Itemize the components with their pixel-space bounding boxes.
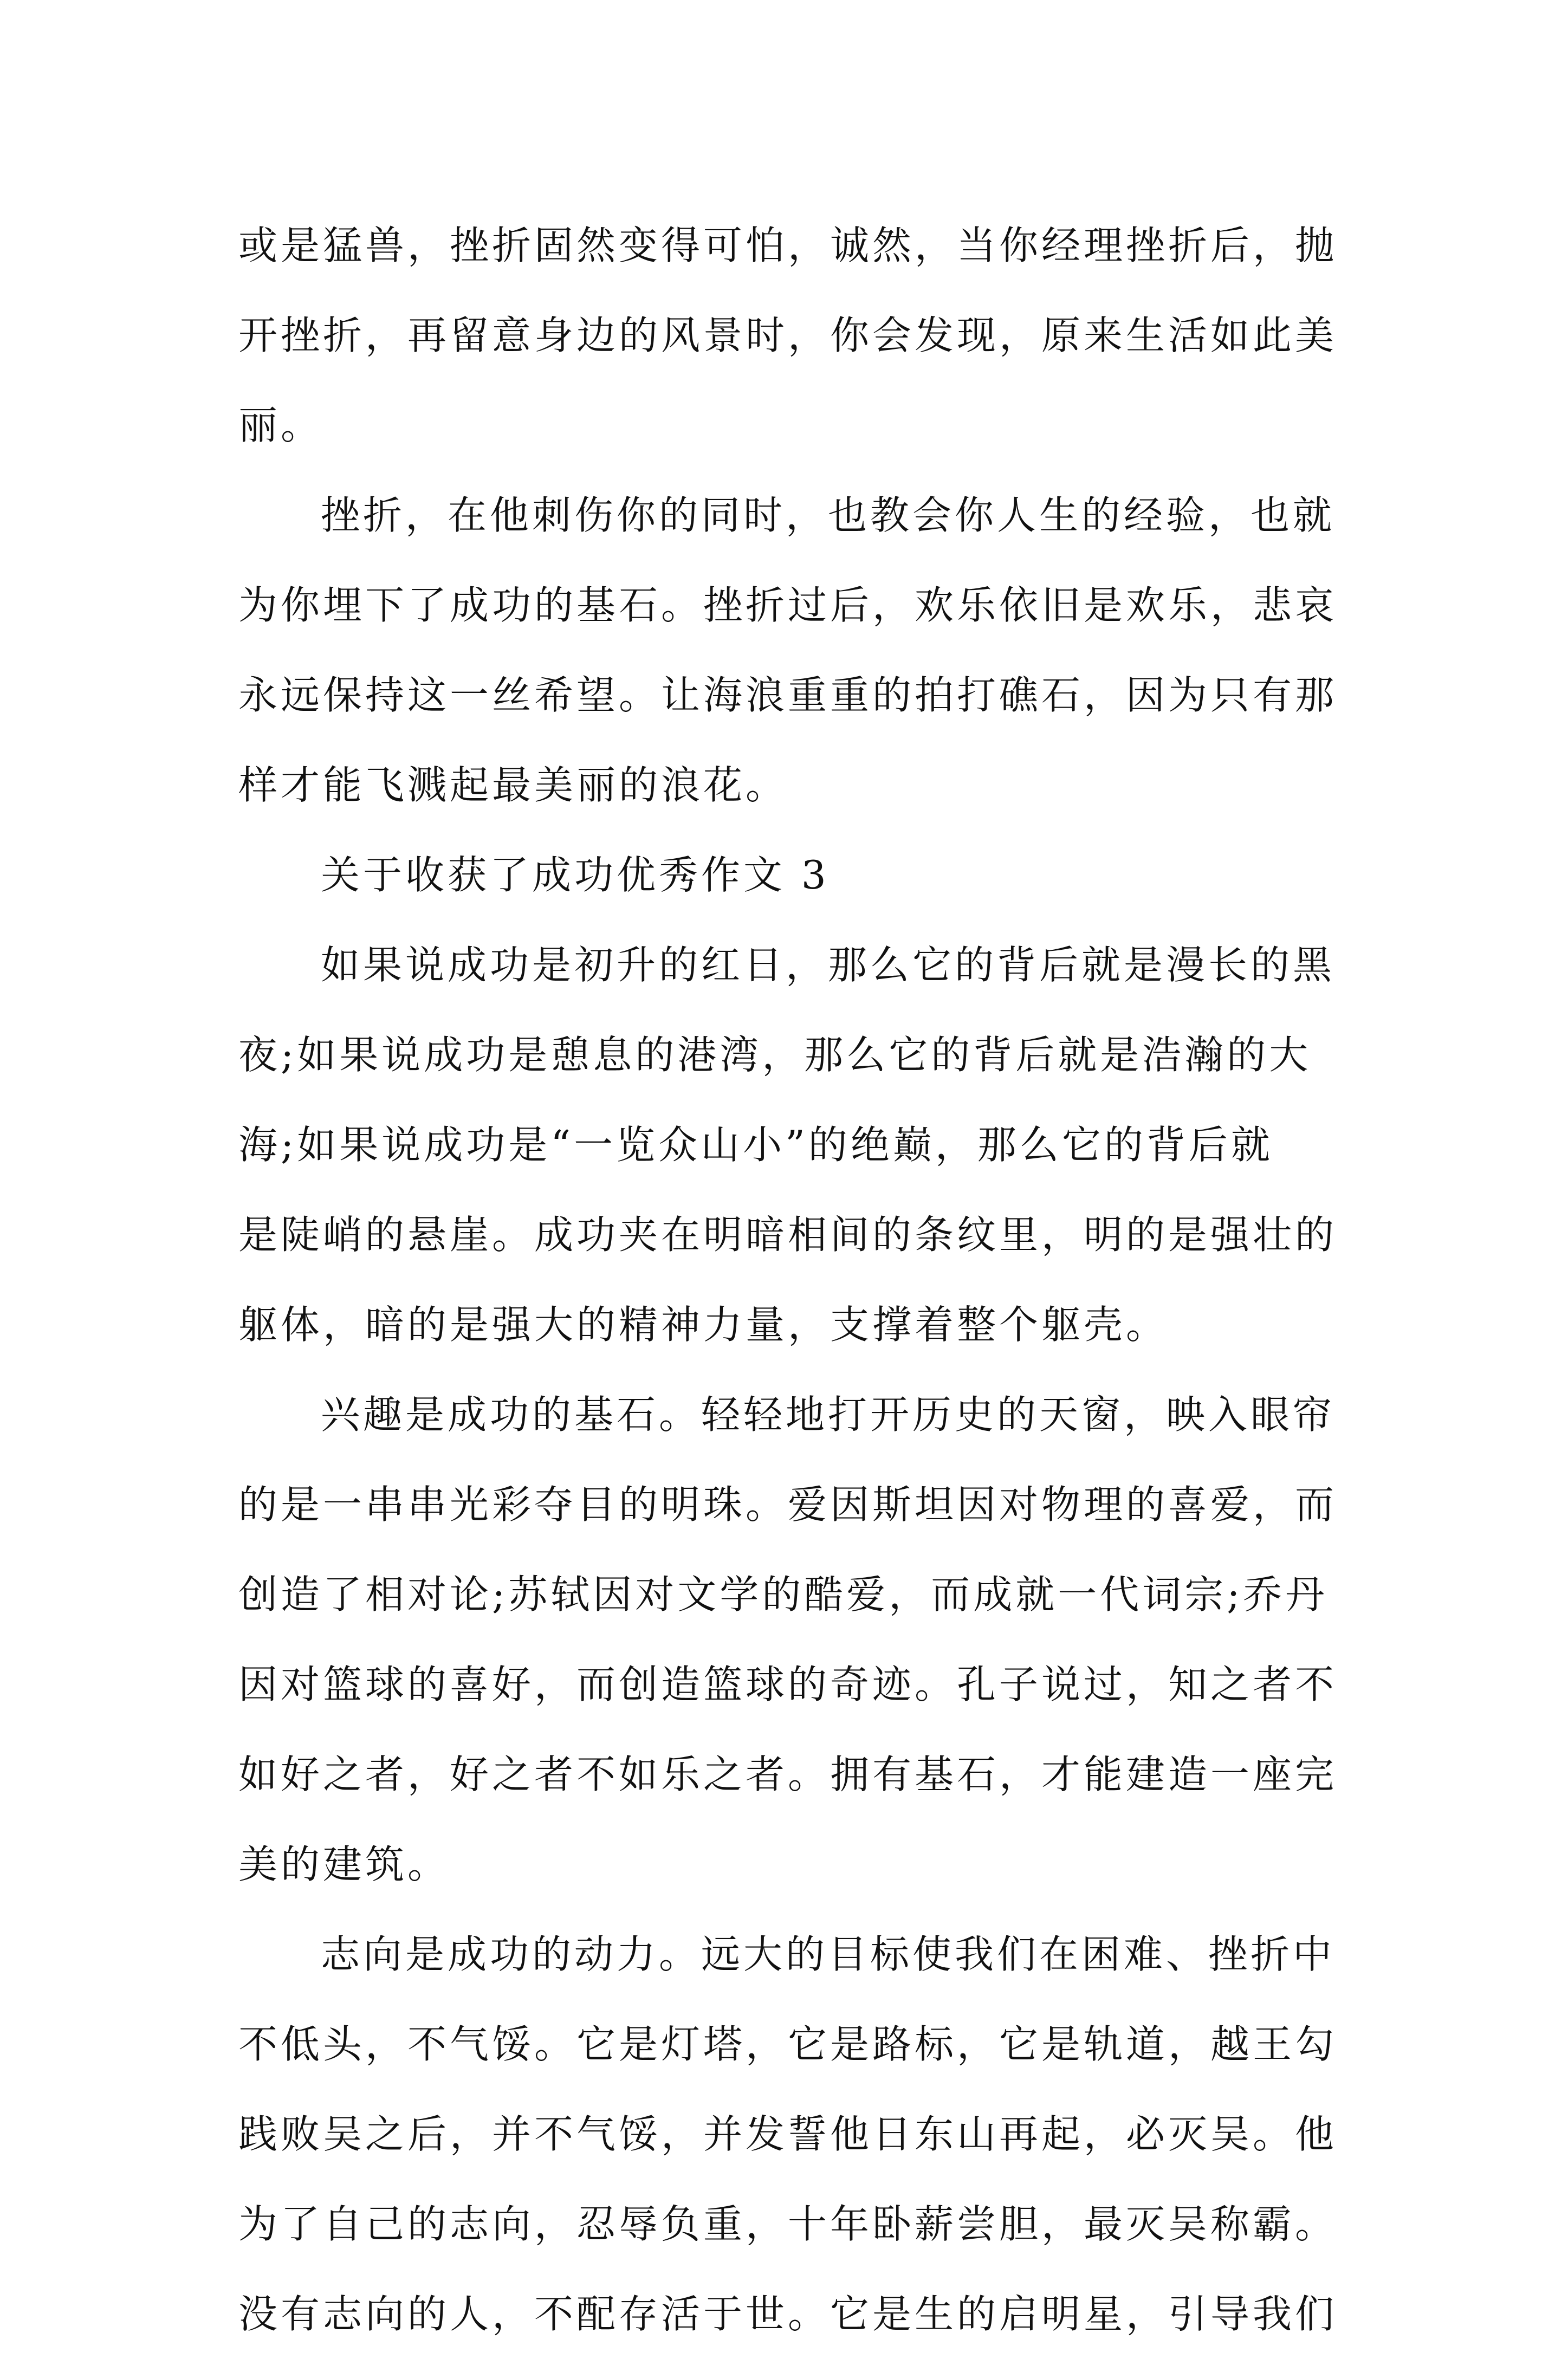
text-line: 开挫折，再留意身边的风景时，你会发现，原来生活如此美: [238, 313, 1338, 358]
text-line: 样才能飞溅起最美丽的浪花。: [238, 762, 788, 808]
paragraph-start-line: 志向是成功的动力。远大的目标使我们在困难、挫折中: [321, 1932, 1336, 1977]
text-line: 夜;如果说成功是憩息的港湾，那么它的背后就是浩瀚的大: [238, 1032, 1312, 1078]
text-line: 丽。: [238, 403, 323, 448]
text-line: 是陡峭的悬崖。成功夹在明暗相间的条纹里，明的是强壮的: [238, 1212, 1338, 1258]
text-line: 躯体，暗的是强大的精神力量，支撑着整个躯壳。: [238, 1302, 1169, 1347]
text-line: 或是猛兽，挫折固然变得可怕，诚然，当你经理挫折后，抛: [238, 223, 1338, 268]
essay-body: [238, 200, 1349, 2359]
text-line: 不低头，不气馁。它是灯塔，它是路标，它是轨道，越王勾: [238, 2021, 1338, 2067]
text-line: 美的建筑。: [238, 1842, 450, 1887]
text-line: 为了自己的志向，忍辱负重，十年卧薪尝胆，最灭吴称霸。: [238, 2201, 1338, 2247]
paragraph-start-line: 挫折，在他刺伤你的同时，也教会你人生的经验，也就: [321, 492, 1336, 538]
paragraph-start-line: 兴趣是成功的基石。轻轻地打开历史的天窗，映入眼帘: [321, 1392, 1336, 1437]
text-line: 践败吴之后，并不气馁，并发誓他日东山再起，必灭吴。他: [238, 2111, 1338, 2157]
text-line: 如好之者，好之者不如乐之者。拥有基石，才能建造一座完: [238, 1752, 1338, 1797]
text-line: 因对篮球的喜好，而创造篮球的奇迹。孔子说过，知之者不: [238, 1662, 1338, 1707]
text-line: 的是一串串光彩夺目的明珠。爱因斯坦因对物理的喜爱，而: [238, 1482, 1338, 1527]
text-line: 创造了相对论;苏轼因对文学的酷爱，而成就一代词宗;乔丹: [238, 1572, 1328, 1617]
text-line: 永远保持这一丝希望。让海浪重重的拍打礁石，因为只有那: [238, 672, 1338, 718]
text-line: 没有志向的人，不配存活于世。它是生的启明星，引导我们: [238, 2291, 1338, 2337]
paragraph-start-line: 如果说成功是初升的红日，那么它的背后就是漫长的黑: [321, 942, 1336, 988]
text-line: 海;如果说成功是“一览众山小”的绝巅，那么它的背后就: [238, 1122, 1273, 1168]
text-line: 为你埋下了成功的基石。挫折过后，欢乐依旧是欢乐，悲哀: [238, 582, 1338, 628]
section-heading: 关于收获了成功优秀作文 3: [321, 852, 830, 898]
